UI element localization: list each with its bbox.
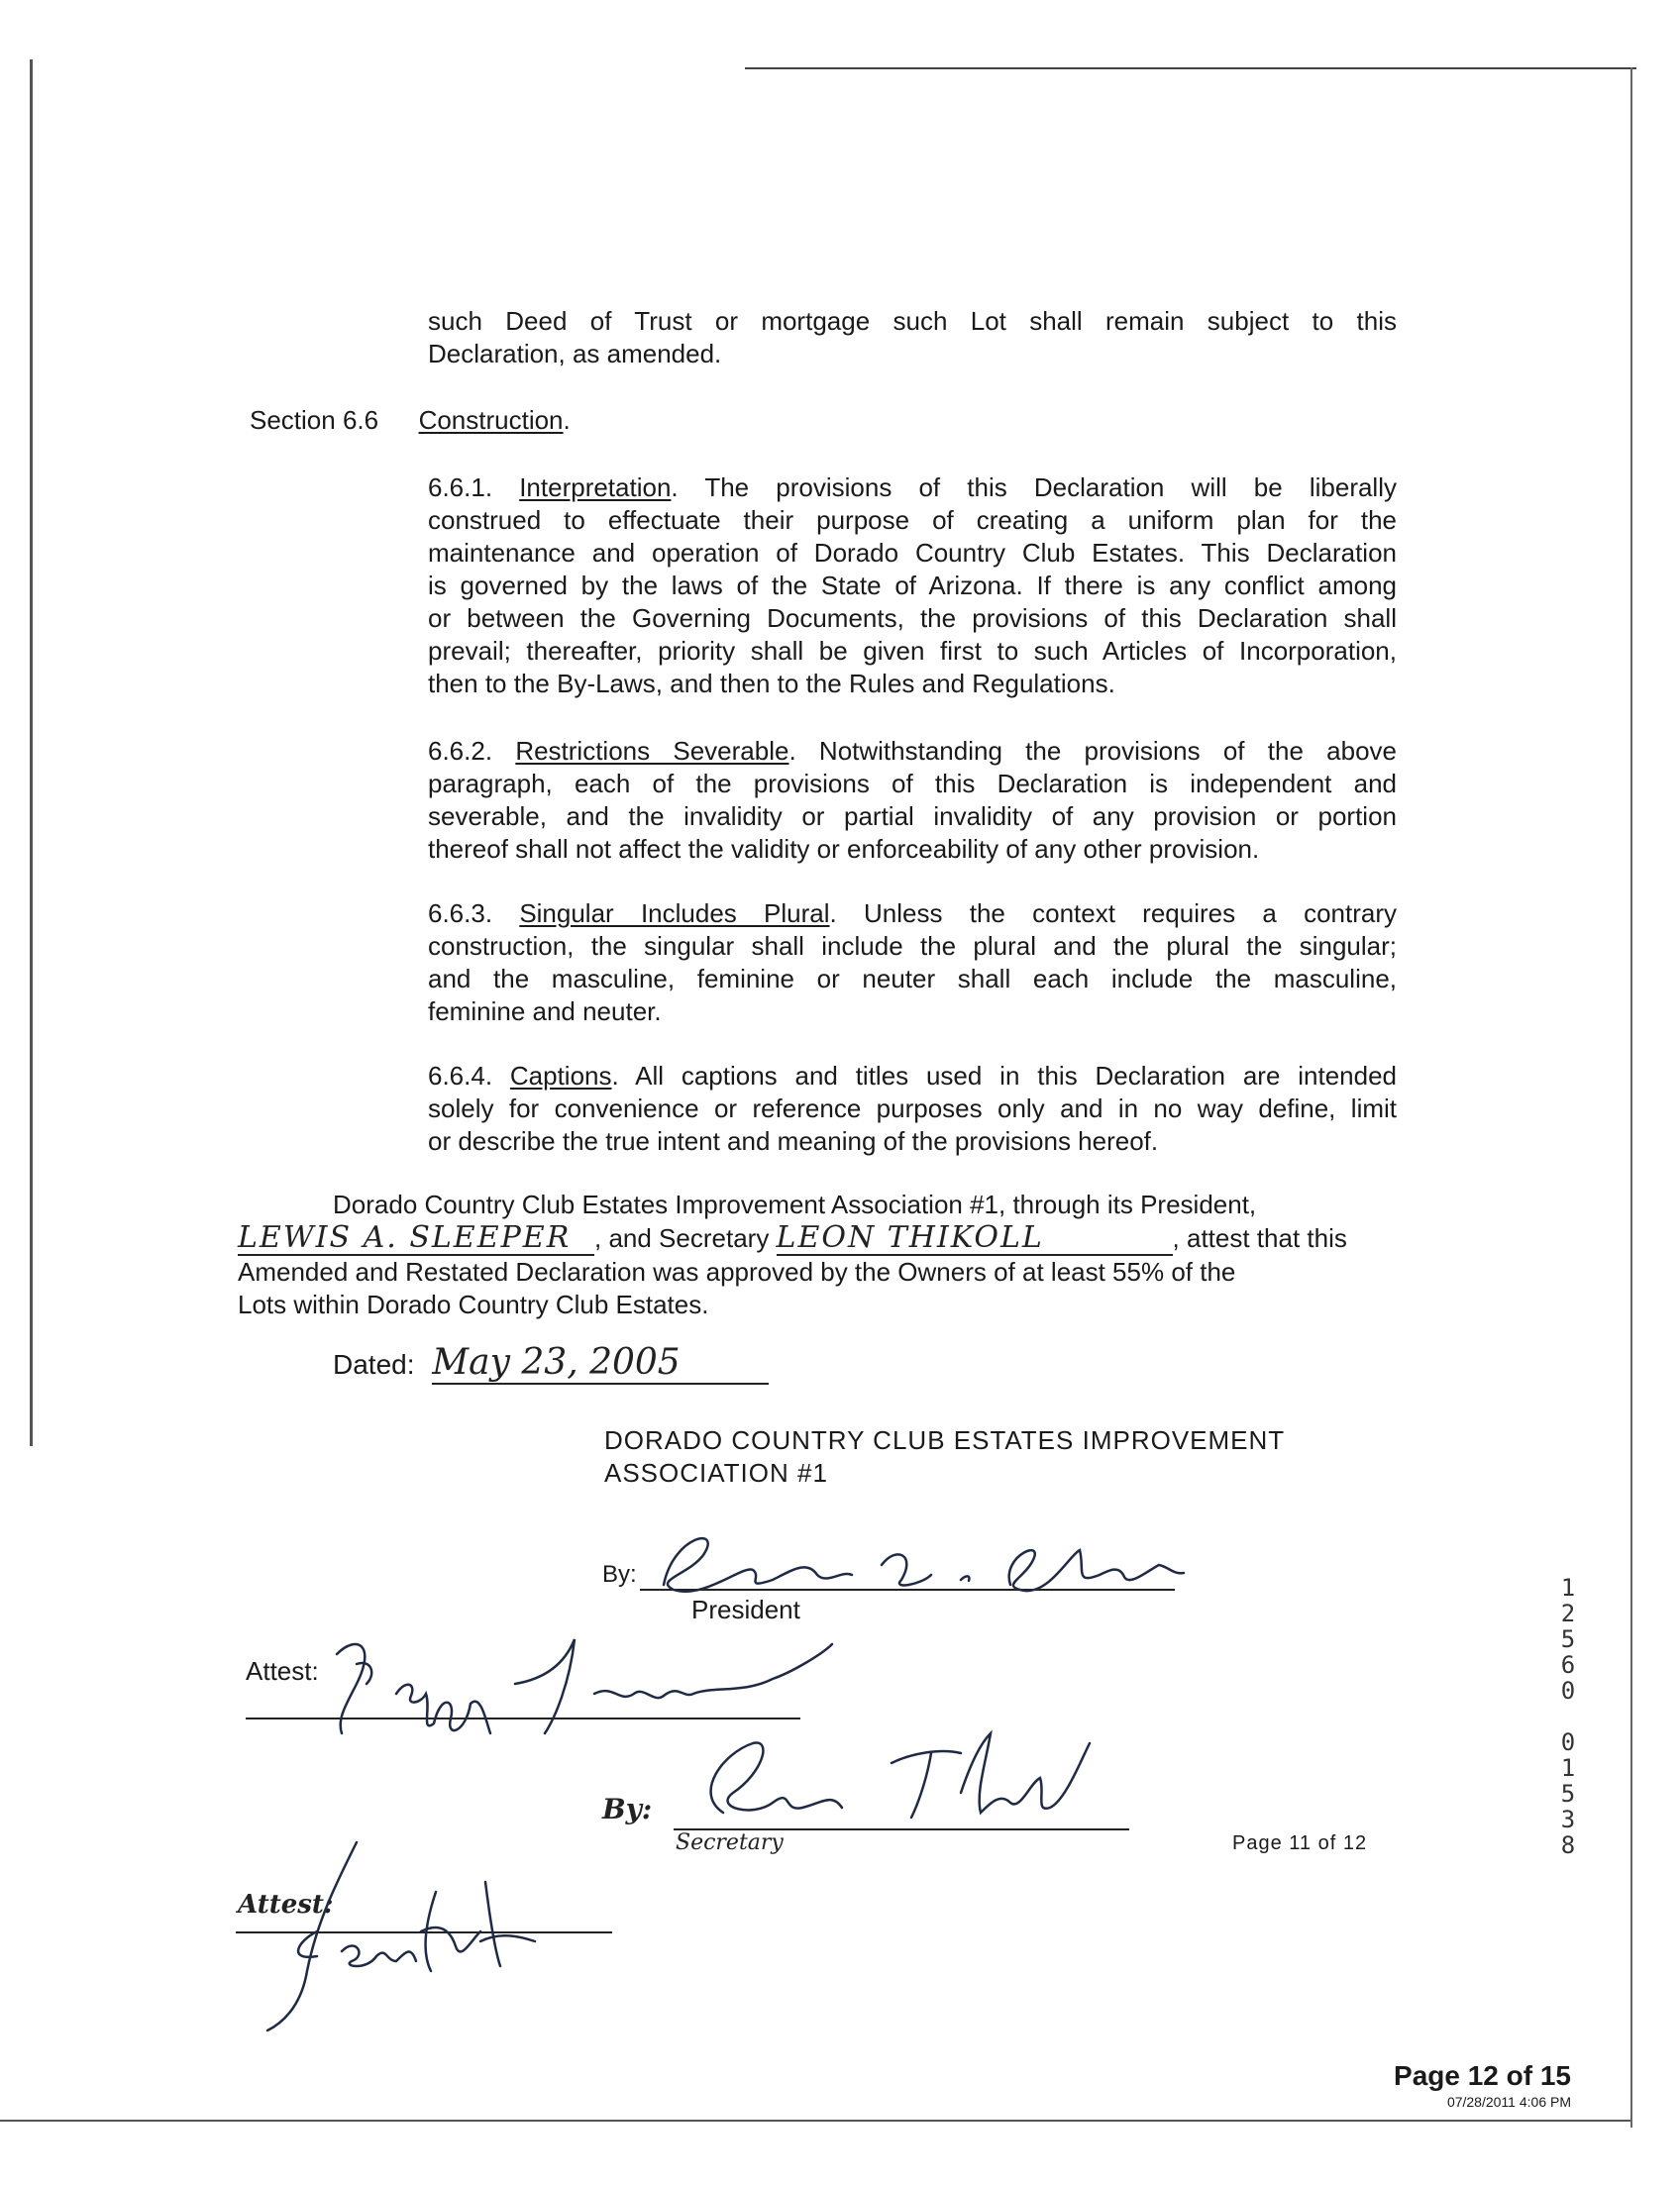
association-name-line-2: ASSOCIATION #1: [604, 1458, 828, 1488]
section-title: Construction: [418, 405, 564, 435]
president-name-handwritten: LEWIS A. SLEEPER: [238, 1221, 594, 1256]
footer-page-number: Page 12 of 15: [1394, 2060, 1571, 2091]
subsection-line: or describe the true intent and meaning of the provisions hereof.: [428, 1126, 1159, 1156]
subsection-line: construction, the singular shall include the plural and the plural the singular;: [428, 931, 1397, 961]
subsection-line: then to the By-Laws, and then to the Rules and Regulations.: [428, 669, 1115, 698]
president-label: President: [691, 1595, 800, 1624]
section-title-period: .: [563, 405, 571, 435]
recording-digit: 5: [1560, 1780, 1576, 1808]
subsection-6-6-1: [428, 471, 1397, 700]
attestation-line-4: Lots within Dorado Country Club Estates.: [238, 1290, 709, 1319]
subsection-title: Restrictions Severable: [515, 736, 789, 766]
by-label: By:: [602, 1561, 637, 1588]
subsection-line: 6.6.2. Restrictions Severable. Notwithstanding the provisions of the above: [428, 736, 1397, 766]
dated-handwritten: May 23, 2005: [432, 1343, 769, 1385]
subsection-line: or between the Governing Documents, the provisions of this Declaration shall: [428, 603, 1397, 633]
recording-digit: 1: [1560, 1574, 1576, 1602]
recording-digit: 0: [1560, 1677, 1576, 1705]
scan-right-edge: [1630, 67, 1632, 2128]
attestation-line-3: Amended and Restated Declaration was approved by the Owners of at least 55% of the: [238, 1257, 1236, 1287]
attestation-line-2: LEWIS A. SLEEPER , and Secretary LEON THIKOLL , attest that this: [238, 1220, 1347, 1255]
subsection-6-6-3: [428, 897, 1397, 1028]
footer-timestamp: 07/28/2011 4:06 PM: [1446, 2094, 1571, 2110]
subsection-number: 6.6.1.: [428, 472, 493, 502]
scan-edge-left: [30, 59, 33, 1446]
subsection-line: thereof shall not affect the validity or enforceability of any other provision.: [428, 834, 1260, 864]
scan-top-rule: [745, 67, 1636, 69]
recording-digit: 0: [1560, 1728, 1576, 1756]
section-heading: [250, 404, 571, 437]
dated-label: Dated:: [333, 1349, 415, 1380]
subsection-6-6-4: [428, 1060, 1397, 1158]
subsection-number: 6.6.4.: [428, 1061, 493, 1091]
subsection-title: Singular Includes Plural: [519, 898, 830, 928]
subsection-line: 6.6.4. Captions. All captions and titles used in this Declaration are intended: [428, 1061, 1397, 1091]
subsection-6-6-2: [428, 735, 1397, 866]
recording-digit: 8: [1560, 1831, 1576, 1859]
subsection-title: Captions: [509, 1061, 612, 1091]
recording-digit: 5: [1560, 1625, 1576, 1653]
by2-label: By:: [602, 1793, 653, 1825]
subsection-line: 6.6.1. Interpretation. The provisions of this Declaration will be liberally: [428, 472, 1397, 502]
section-number: Section 6.6: [250, 405, 379, 435]
subsection-line: is governed by the laws of the State of Arizona. If there is any conflict among: [428, 571, 1397, 600]
attestation-line-1: Dorado Country Club Estates Improvement Association #1, through its President,: [333, 1190, 1257, 1219]
attest2-signature: [248, 1822, 624, 2050]
recording-digit: 3: [1560, 1806, 1576, 1833]
subsection-line: construed to effectuate their purpose of creating a uniform plan for the: [428, 505, 1397, 535]
association-name: [604, 1424, 1285, 1490]
subsection-number: 6.6.2.: [428, 736, 493, 766]
scan-bottom-rule: [0, 2120, 1630, 2122]
subsection-title: Interpretation: [519, 472, 672, 502]
association-name-line-1: DORADO COUNTRY CLUB ESTATES IMPROVEMENT: [604, 1425, 1286, 1455]
inner-page-number: Page 11 of 12: [1232, 1832, 1368, 1854]
recording-digit: 1: [1560, 1754, 1576, 1782]
subsection-line: solely for convenience or reference purposes only and in no way define, limit: [428, 1094, 1397, 1123]
attest-label: Attest:: [246, 1656, 319, 1686]
secretary-label: Secretary: [676, 1830, 784, 1855]
secretary-name-handwritten: LEON THIKOLL: [777, 1221, 1173, 1256]
dated-row: [333, 1343, 769, 1385]
attest2-label: Attest:: [238, 1890, 334, 1920]
recording-digit: 6: [1560, 1651, 1576, 1679]
subsection-line: 6.6.3. Singular Includes Plural. Unless the context requires a contrary: [428, 898, 1397, 928]
attestation-paragraph: [238, 1189, 1397, 1321]
recording-number: [1553, 1575, 1583, 1858]
subsection-line: prevail; thereafter, priority shall be given first to such Articles of Incorporation,: [428, 636, 1397, 666]
intro-line: Declaration, as amended.: [428, 339, 722, 368]
subsection-line: feminine and neuter.: [428, 996, 662, 1026]
subsection-number: 6.6.3.: [428, 898, 493, 928]
intro-line: such Deed of Trust or mortgage such Lot shall remain subject to this: [428, 306, 1397, 336]
secretary-signature: [664, 1723, 1100, 1842]
subsection-line: severable, and the invalidity or partial invalidity of any provision or portion: [428, 801, 1397, 831]
recording-digit: [1553, 1704, 1583, 1729]
subsection-line: and the masculine, feminine or neuter shall each include the masculine,: [428, 964, 1397, 993]
intro-paragraph: [428, 305, 1397, 370]
subsection-line: maintenance and operation of Dorado Country Club Estates. This Declaration: [428, 538, 1397, 568]
recording-digit: 2: [1560, 1600, 1576, 1627]
subsection-line: paragraph, each of the provisions of this Declaration is independent and: [428, 769, 1397, 798]
